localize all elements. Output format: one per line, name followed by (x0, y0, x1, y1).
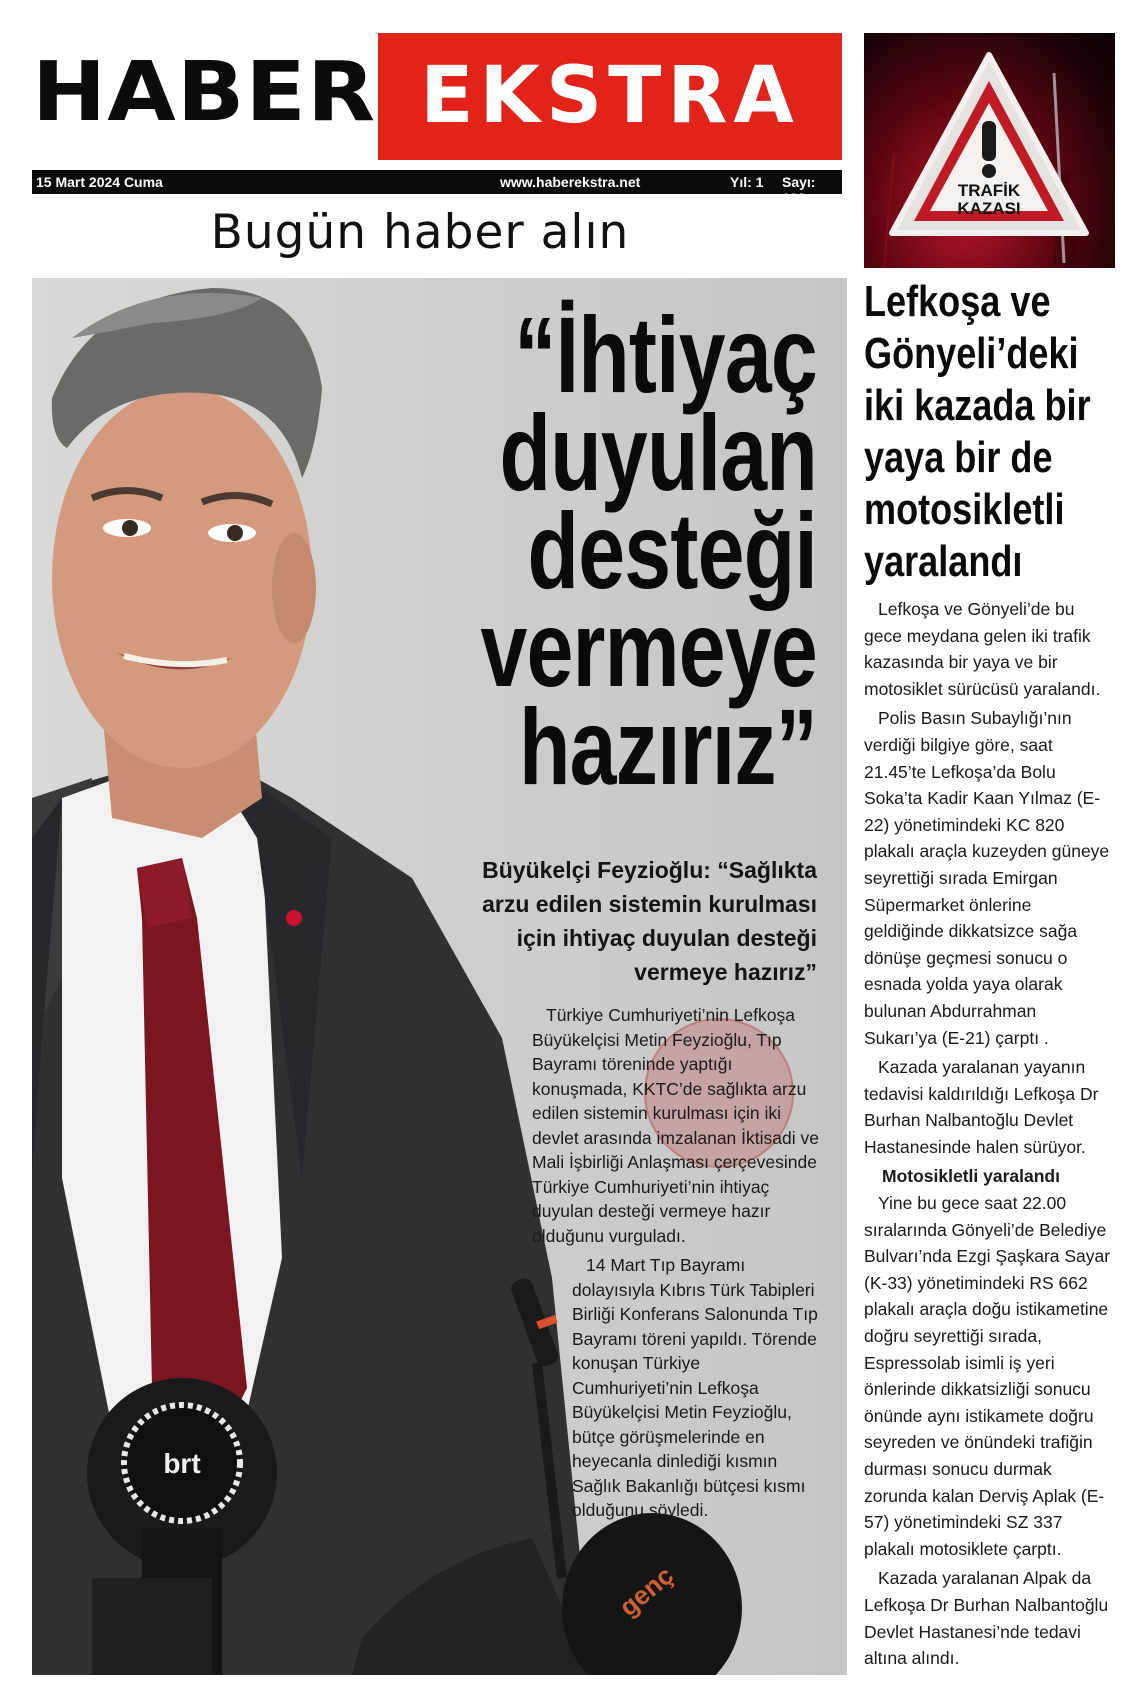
side-paragraph: Lefkoşa ve Gönyeli’de bu gece meydana gelen iki trafik kazasında bir yaya ve bir motosiklet sürücüsü yaralandı. (864, 599, 1101, 699)
side-headline-line: Gönyeli’deki (864, 329, 1079, 378)
genc-mic-logo: genç (613, 1560, 680, 1623)
side-paragraph: Polis Basın Subaylığı’nın verdiği bilgiye göre, saat 21.45’te Lefkoşa’da Bolu Soka’ta Kadir Kaan Yılmaz (E-22) yönetimindeki KC 820 plakalı araçla kuzeyden güneye seyrettiği sırada Emirgan Süpermarket önlerine geldiğinde dikkatsizce sağa dönüşe geçmesi sonucu o esnada yolda yaya olarak bulunan Abdurrahman Sukarı’ya (E-21) çarptı . (864, 708, 1110, 1048)
issue-year: Yıl: 1 (730, 174, 764, 190)
masthead-ekstra: EKSTRA (420, 51, 800, 141)
traffic-accident-photo (864, 33, 1115, 268)
main-headline (411, 294, 817, 807)
masthead-ekstra-box (378, 33, 842, 160)
main-article-body (532, 1003, 822, 1248)
main-paragraph: Türkiye Cumhuriyeti’nin Lefkoşa Büyükelçisi Metin Feyzioğlu, Tıp Bayramı töreninde yaptığı konuşmada, KKTC’de sağlıkta arzu edilen sistemin kurulması için iki devlet arasında imzalanan İktisadi ve Mali İşbirliği Anlaşması çerçevesinde Türkiye Cumhuriyeti’nin ihtiyaç duyulan desteği vermeye hazır olduğunu vurguladı. (532, 1005, 819, 1246)
headline-line: “İhtiyaç (514, 294, 817, 415)
side-headline-line: iki kazada bir (864, 381, 1091, 430)
sign-text-2: KAZASI (957, 199, 1021, 218)
website-url[interactable]: www.haberekstra.net (500, 174, 641, 190)
masthead-haber: HABER (32, 45, 377, 140)
headline-line: hazırız” (518, 686, 817, 807)
issue-number: Sayı: 123 (782, 174, 816, 206)
side-headline-line: Lefkoşa ve (864, 277, 1051, 326)
main-subhead: Büyükelçi Feyzioğlu: “Sağlıkta arzu edilen sistemin kurulması için ihtiyaç duyulan desteği vermeye hazırız” (482, 857, 817, 985)
slogan: Bugün haber alın (210, 205, 630, 260)
headline-line: vermeye (480, 588, 817, 709)
headline-line: duyulan (499, 392, 817, 513)
main-story-photo (32, 278, 847, 1675)
side-subheading: Motosikletli yaralandı (882, 1166, 1060, 1187)
sign-text-1: TRAFİK (957, 181, 1021, 200)
side-headline-line: motosikletli (864, 485, 1065, 534)
main-paragraph: 14 Mart Tıp Bayramı dolayısıyla Kıbrıs Türk Tabipleri Birliği Konferans Salonunda Tıp Bayramı töreni yapıldı. Törende konuşan Türkiye Cumhuriyeti’nin Lefkoşa Büyükelçisi Metin Feyzioğlu, bütçe görüşmelerinde en heyecanla dinlediği kısmın Sağlık Bakanlığı bütçesi kısmı olduğunu söyledi. (572, 1255, 818, 1520)
main-article-body-2 (572, 1253, 822, 1523)
side-article-body (864, 596, 1114, 1675)
side-headline (864, 276, 1091, 588)
warning-sign-graphic (864, 33, 1115, 268)
issue-date: 15 Mart 2024 Cuma (36, 174, 163, 190)
headline-line: desteği (527, 490, 817, 611)
side-paragraph: Kazada yaralanan yayanın tedavisi kaldırıldığı Lefkoşa Dr Burhan Nalbantoğlu Devlet Hastanesinde halen sürüyor. (864, 1057, 1099, 1157)
side-headline-line: yaya bir de (864, 433, 1053, 482)
side-paragraph: Kazada yaralanan Alpak da Lefkoşa Dr Burhan Nalbantoğlu Devlet Hastanesi’nde tedavi altına alındı. (864, 1568, 1109, 1669)
brt-mic-logo: brt (163, 1448, 201, 1479)
side-headline-line: yaralandı (864, 537, 1023, 586)
side-paragraph: Yine bu gece saat 22.00 sıralarında Gönyeli’de Belediye Bulvarı’nda Ezgi Şaşkara Sayar (K-33) yönetimindeki RS 662 plakalı araçla doğu istikametine doğru seyrettiği sırada, Espressolab isimli iş yeri önlerinde dikkatsizliği sonucu önünde aynı istikamete doğru seyreden ve önündeki trafiğin durması sonucu durmak zorunda kalan Derviş Aplak (E-57) yönetimindeki SZ 337 plakalı motosiklete çarptı. (864, 1193, 1111, 1559)
dateline-bar (32, 170, 842, 206)
